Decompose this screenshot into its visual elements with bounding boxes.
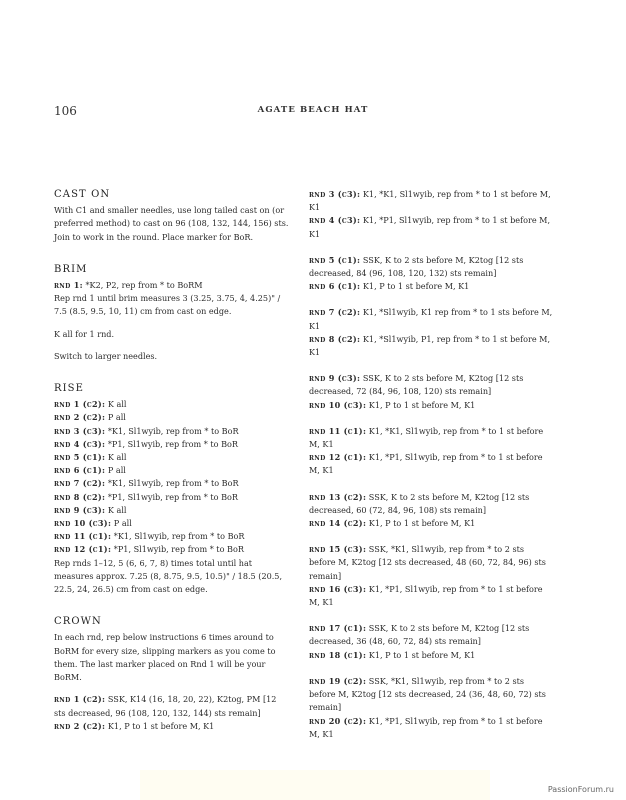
round-text: K1, P to 1 st before M, K1 (366, 649, 476, 660)
crown-round-group (309, 254, 553, 294)
round-instruction (309, 675, 553, 715)
crown-round-group (309, 306, 553, 359)
round-instruction (309, 451, 553, 477)
round-text: K1, *P1, Sl1wyib, rep from * to 1 st before M, K1 (309, 715, 543, 739)
round-text: K1, *K1, Sl1wyib, rep from * to 1 st before M, K1 (309, 189, 551, 213)
round-instruction (54, 693, 290, 719)
round-instruction (309, 254, 553, 280)
round-text: *P1, Sl1wyib, rep from * to BoR (105, 438, 238, 449)
rise-repeat-text: Rep rnds 1–12, 5 (6, 6, 7, 8) times total until hat measures approx. 7.25 (8, 8.75, 9.5, 10.5)" / 18.5 (20.5, 22.5, 24, 26.5) cm from cast on edge. (54, 557, 283, 595)
crown-round-group (309, 491, 553, 531)
round-instruction (309, 543, 553, 583)
round-text: K1, P to 1 st before M, K1 (105, 720, 215, 731)
round-label: rnd 7 (c2): (54, 478, 106, 489)
round-label: rnd 20 (c2): (309, 715, 367, 726)
page-title: AGATE BEACH HAT (257, 105, 369, 115)
rise-heading: RISE (54, 383, 85, 395)
round-instruction (54, 504, 290, 517)
round-label: rnd 11 (c1): (54, 531, 112, 542)
round-text: K1, *P1, Sl1wyib, rep from * to 1 st before M, K1 (309, 452, 543, 476)
round-instruction (54, 438, 290, 451)
round-instruction (309, 214, 553, 240)
footer-band (140, 770, 490, 800)
round-label: rnd 12 (c1): (309, 452, 367, 463)
round-label: rnd 8 (c2): (309, 333, 361, 344)
round-text: K1, P to 1 st before M, K1 (366, 399, 476, 410)
round-instruction (54, 411, 290, 424)
round-instruction (54, 451, 290, 464)
right-column (309, 188, 553, 741)
round-label: rnd 12 (c1): (54, 544, 112, 555)
round-label: rnd 14 (c2): (309, 518, 367, 529)
round-label: rnd 1 (c2): (54, 694, 106, 705)
round-instruction (54, 720, 290, 733)
round-label: rnd 6 (c1): (54, 465, 106, 476)
round-instruction (309, 491, 553, 517)
brim-heading: BRIM (54, 263, 88, 275)
round-label: rnd 8 (c2): (54, 491, 106, 502)
round-label: rnd 13 (c2): (309, 491, 367, 502)
round-instruction (54, 517, 290, 530)
round-instruction (54, 543, 290, 556)
round-text: K1, P to 1 st before M, K1 (360, 281, 470, 292)
round-label: rnd 16 (c3): (309, 583, 367, 594)
brim-repeat-text: Rep rnd 1 until brim measures 3 (3.25, 3.75, 4, 4.25)" / 7.5 (8.5, 9.5, 10, 11) cm from cast on edge. (54, 293, 281, 317)
round-label: rnd 1: (54, 280, 83, 291)
round-instruction (309, 333, 553, 359)
round-text: K all (105, 399, 127, 410)
round-text: SSK, K to 2 sts before M, K2tog [12 sts decreased, 84 (96, 108, 120, 132) sts remain] (309, 254, 524, 279)
brim-round-1 (54, 279, 290, 292)
round-label: rnd 3 (c3): (54, 425, 106, 436)
crown-round-group (309, 188, 553, 241)
watermark: PassionForum.ru (547, 785, 614, 794)
round-label: rnd 10 (c3): (309, 399, 367, 410)
round-label: rnd 9 (c3): (54, 504, 106, 515)
round-instruction (309, 583, 553, 609)
crown-rounds-left (54, 693, 290, 733)
crown-round-group (54, 693, 290, 733)
round-text: K1, *K1, Sl1wyib, rep from * to 1 st before M, K1 (309, 425, 544, 450)
left-column (54, 188, 290, 733)
round-label: rnd 19 (c2): (309, 675, 367, 686)
round-instruction (54, 491, 290, 504)
round-label: rnd 2 (c2): (54, 720, 106, 731)
round-instruction (54, 398, 290, 411)
round-instruction (54, 425, 290, 438)
round-instruction (309, 517, 553, 530)
round-text: SSK, *K1, Sl1wyib, rep from * to 2 sts before M, K2tog [12 sts decreased, 24 (36, 48, 60, 72) sts remain] (309, 675, 546, 713)
round-label: rnd 3 (c3): (309, 189, 361, 199)
round-instruction (54, 530, 290, 543)
page-number: 106 (54, 104, 77, 118)
round-label: rnd 5 (c1): (54, 452, 106, 463)
round-instruction (309, 622, 553, 648)
round-instruction (309, 649, 553, 662)
round-text: *P1, Sl1wyib, rep from * to BoR (111, 544, 244, 555)
round-instruction (309, 188, 553, 214)
crown-rounds-right (309, 188, 553, 741)
cast-on-text: With C1 and smaller needles, use long tailed cast on (or preferred method) to cast on 96 (108, 132, 144, 156) sts. Join to work in the round. Place marker for BoR. (54, 205, 289, 242)
crown-heading: CROWN (54, 616, 102, 628)
brim-switch-needles: Switch to larger needles. (54, 350, 158, 361)
round-label: rnd 9 (c3): (309, 373, 361, 384)
rise-rounds (54, 398, 290, 556)
round-text: SSK, K to 2 sts before M, K2tog [12 sts decreased, 60 (72, 84, 96, 108) sts remain] (309, 491, 530, 515)
crown-intro: In each rnd, rep below instructions 6 times around to BoRM for every size, slipping markers as you come to them. The last marker placed on Rnd 1 will be your BoRM. (54, 632, 276, 683)
round-text: *P1, Sl1wyib, rep from * to BoR (105, 491, 238, 502)
round-instruction (309, 280, 553, 293)
round-instruction (309, 306, 553, 332)
round-text: *K2, P2, rep from * to BoRM (85, 280, 203, 291)
round-label: rnd 4 (c3): (309, 215, 361, 226)
round-text: *K1, Sl1wyib, rep from * to BoR (105, 478, 239, 489)
round-text: SSK, K to 2 sts before M, K2tog [12 sts decreased, 72 (84, 96, 108, 120) sts remain] (309, 373, 524, 397)
round-text: K1, *P1, Sl1wyib, rep from * to 1 st before M, K1 (309, 583, 543, 608)
brim-knit-all: K all for 1 rnd. (54, 328, 115, 339)
crown-round-group (309, 372, 553, 412)
round-label: rnd 2 (c2): (54, 412, 106, 423)
cast-on-heading: CAST ON (54, 189, 111, 200)
round-label: rnd 5 (c1): (309, 254, 361, 265)
round-instruction (309, 372, 553, 398)
crown-round-group (309, 675, 553, 741)
round-text: K1, *P1, Sl1wyib, rep from * to 1 st before M, K1 (309, 215, 551, 239)
round-label: rnd 1 (c2): (54, 399, 106, 410)
round-text: K all (105, 452, 127, 463)
round-instruction (309, 425, 553, 451)
round-text: K1, *Sl1wyib, K1 rep from * to 1 sts before M, K1 (309, 307, 553, 331)
round-text: P all (105, 412, 126, 423)
round-label: rnd 11 (c1): (309, 425, 367, 436)
round-text: K1, P to 1 st before M, K1 (366, 518, 476, 529)
round-instruction (54, 477, 290, 490)
round-label: rnd 17 (c1): (309, 623, 367, 634)
round-instruction (309, 399, 553, 412)
round-text: P all (105, 465, 126, 476)
round-text: P all (111, 518, 132, 529)
round-text: K all (105, 504, 127, 515)
round-text: SSK, K14 (16, 18, 20, 22), K2tog, PM [12 sts decreased, 96 (108, 120, 132, 144) sts remain] (54, 694, 277, 718)
round-label: rnd 10 (c3): (54, 518, 112, 529)
round-label: rnd 4 (c3): (54, 438, 106, 449)
crown-round-group (309, 543, 553, 609)
round-label: rnd 6 (c1): (309, 281, 361, 292)
round-text: K1, *Sl1wyib, P1, rep from * to 1 st before M, K1 (309, 333, 551, 358)
round-text: SSK, K to 2 sts before M, K2tog [12 sts decreased, 36 (48, 60, 72, 84) sts remain] (309, 623, 530, 647)
round-label: rnd 18 (c1): (309, 649, 367, 660)
round-text: *K1, Sl1wyib, rep from * to BoR (105, 425, 239, 436)
round-label: rnd 15 (c3): (309, 544, 367, 555)
round-instruction (309, 715, 553, 741)
round-label: rnd 7 (c2): (309, 307, 361, 318)
round-text: *K1, Sl1wyib, rep from * to BoR (111, 531, 245, 542)
round-instruction (54, 464, 290, 477)
crown-round-group (309, 425, 553, 478)
round-text: SSK, *K1, Sl1wyib, rep from * to 2 sts before M, K2tog [12 sts decreased, 48 (60, 72, 84, 96) sts remain] (309, 544, 546, 581)
crown-round-group (309, 622, 553, 662)
